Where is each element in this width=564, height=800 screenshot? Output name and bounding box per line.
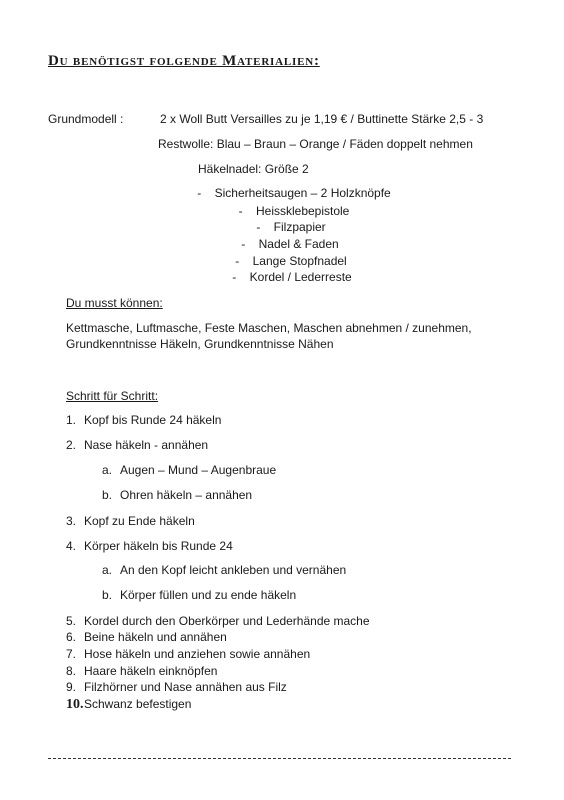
step-item: 6. Beine häkeln und annähen: [66, 630, 227, 644]
step-item: 3. Kopf zu Ende häkeln: [66, 514, 195, 528]
step-item: 4. Körper häkeln bis Runde 24: [66, 539, 233, 553]
step-item: 5. Kordel durch den Oberkörper und Lederhände mache: [66, 614, 370, 628]
step-item: 2. Nase häkeln - annähen: [66, 438, 209, 452]
bullet-dash: -: [232, 270, 237, 284]
material-item: - Heissklebepistole: [238, 204, 350, 218]
restwolle-line: Restwolle: Blau – Braun – Orange / Fäden doppelt nehmen: [158, 137, 473, 151]
grundmodell-label: Grundmodell :: [48, 112, 124, 126]
step-item: 1. Kopf bis Runde 24 häkeln: [66, 413, 222, 427]
bullet-dash: -: [256, 220, 261, 234]
substep-item: a. An den Kopf leicht ankleben und vernähen: [102, 563, 347, 577]
material-item: - Sicherheitsaugen – 2 Holzknöpfe: [197, 186, 391, 200]
bullet-dash: -: [241, 237, 246, 251]
material-item: - Kordel / Lederreste: [232, 270, 352, 284]
bullet-dash: -: [197, 186, 202, 200]
substep-item: a. Augen – Mund – Augenbraue: [102, 463, 277, 477]
material-item: - Filzpapier: [256, 220, 326, 234]
step-item: 10.Schwanz befestigen: [66, 697, 192, 712]
substep-item: b. Ohren häkeln – annähen: [102, 488, 253, 502]
bullet-dash: -: [238, 204, 243, 218]
step-item: 8. Haare häkeln einknöpfen: [66, 664, 218, 678]
page-title: Du benötigst folgende Materialien:: [48, 53, 320, 69]
substep-item: b. Körper füllen und zu ende häkeln: [102, 588, 297, 602]
material-item: - Lange Stopfnadel: [235, 254, 347, 268]
skills-line: Kettmasche, Luftmasche, Feste Maschen, Maschen abnehmen / zunehmen,: [66, 321, 472, 335]
material-item: - Nadel & Faden: [241, 237, 339, 251]
step-item: 7. Hose häkeln und anziehen sowie annähen: [66, 647, 311, 661]
haekelnadel-line: Häkelnadel: Größe 2: [198, 162, 309, 176]
skills-line: Grundkenntnisse Häkeln, Grundkenntnisse Nähen: [66, 337, 334, 351]
skills-heading: Du musst können:: [66, 296, 163, 310]
steps-heading: Schritt für Schritt:: [66, 389, 159, 403]
step-item: 9. Filzhörner und Nase annähen aus Filz: [66, 680, 287, 694]
footer-divider: [48, 758, 511, 759]
grundmodell-value: 2 x Woll Butt Versailles zu je 1,19 € / Buttinette Stärke 2,5 - 3: [160, 112, 484, 126]
bullet-dash: -: [235, 254, 240, 268]
